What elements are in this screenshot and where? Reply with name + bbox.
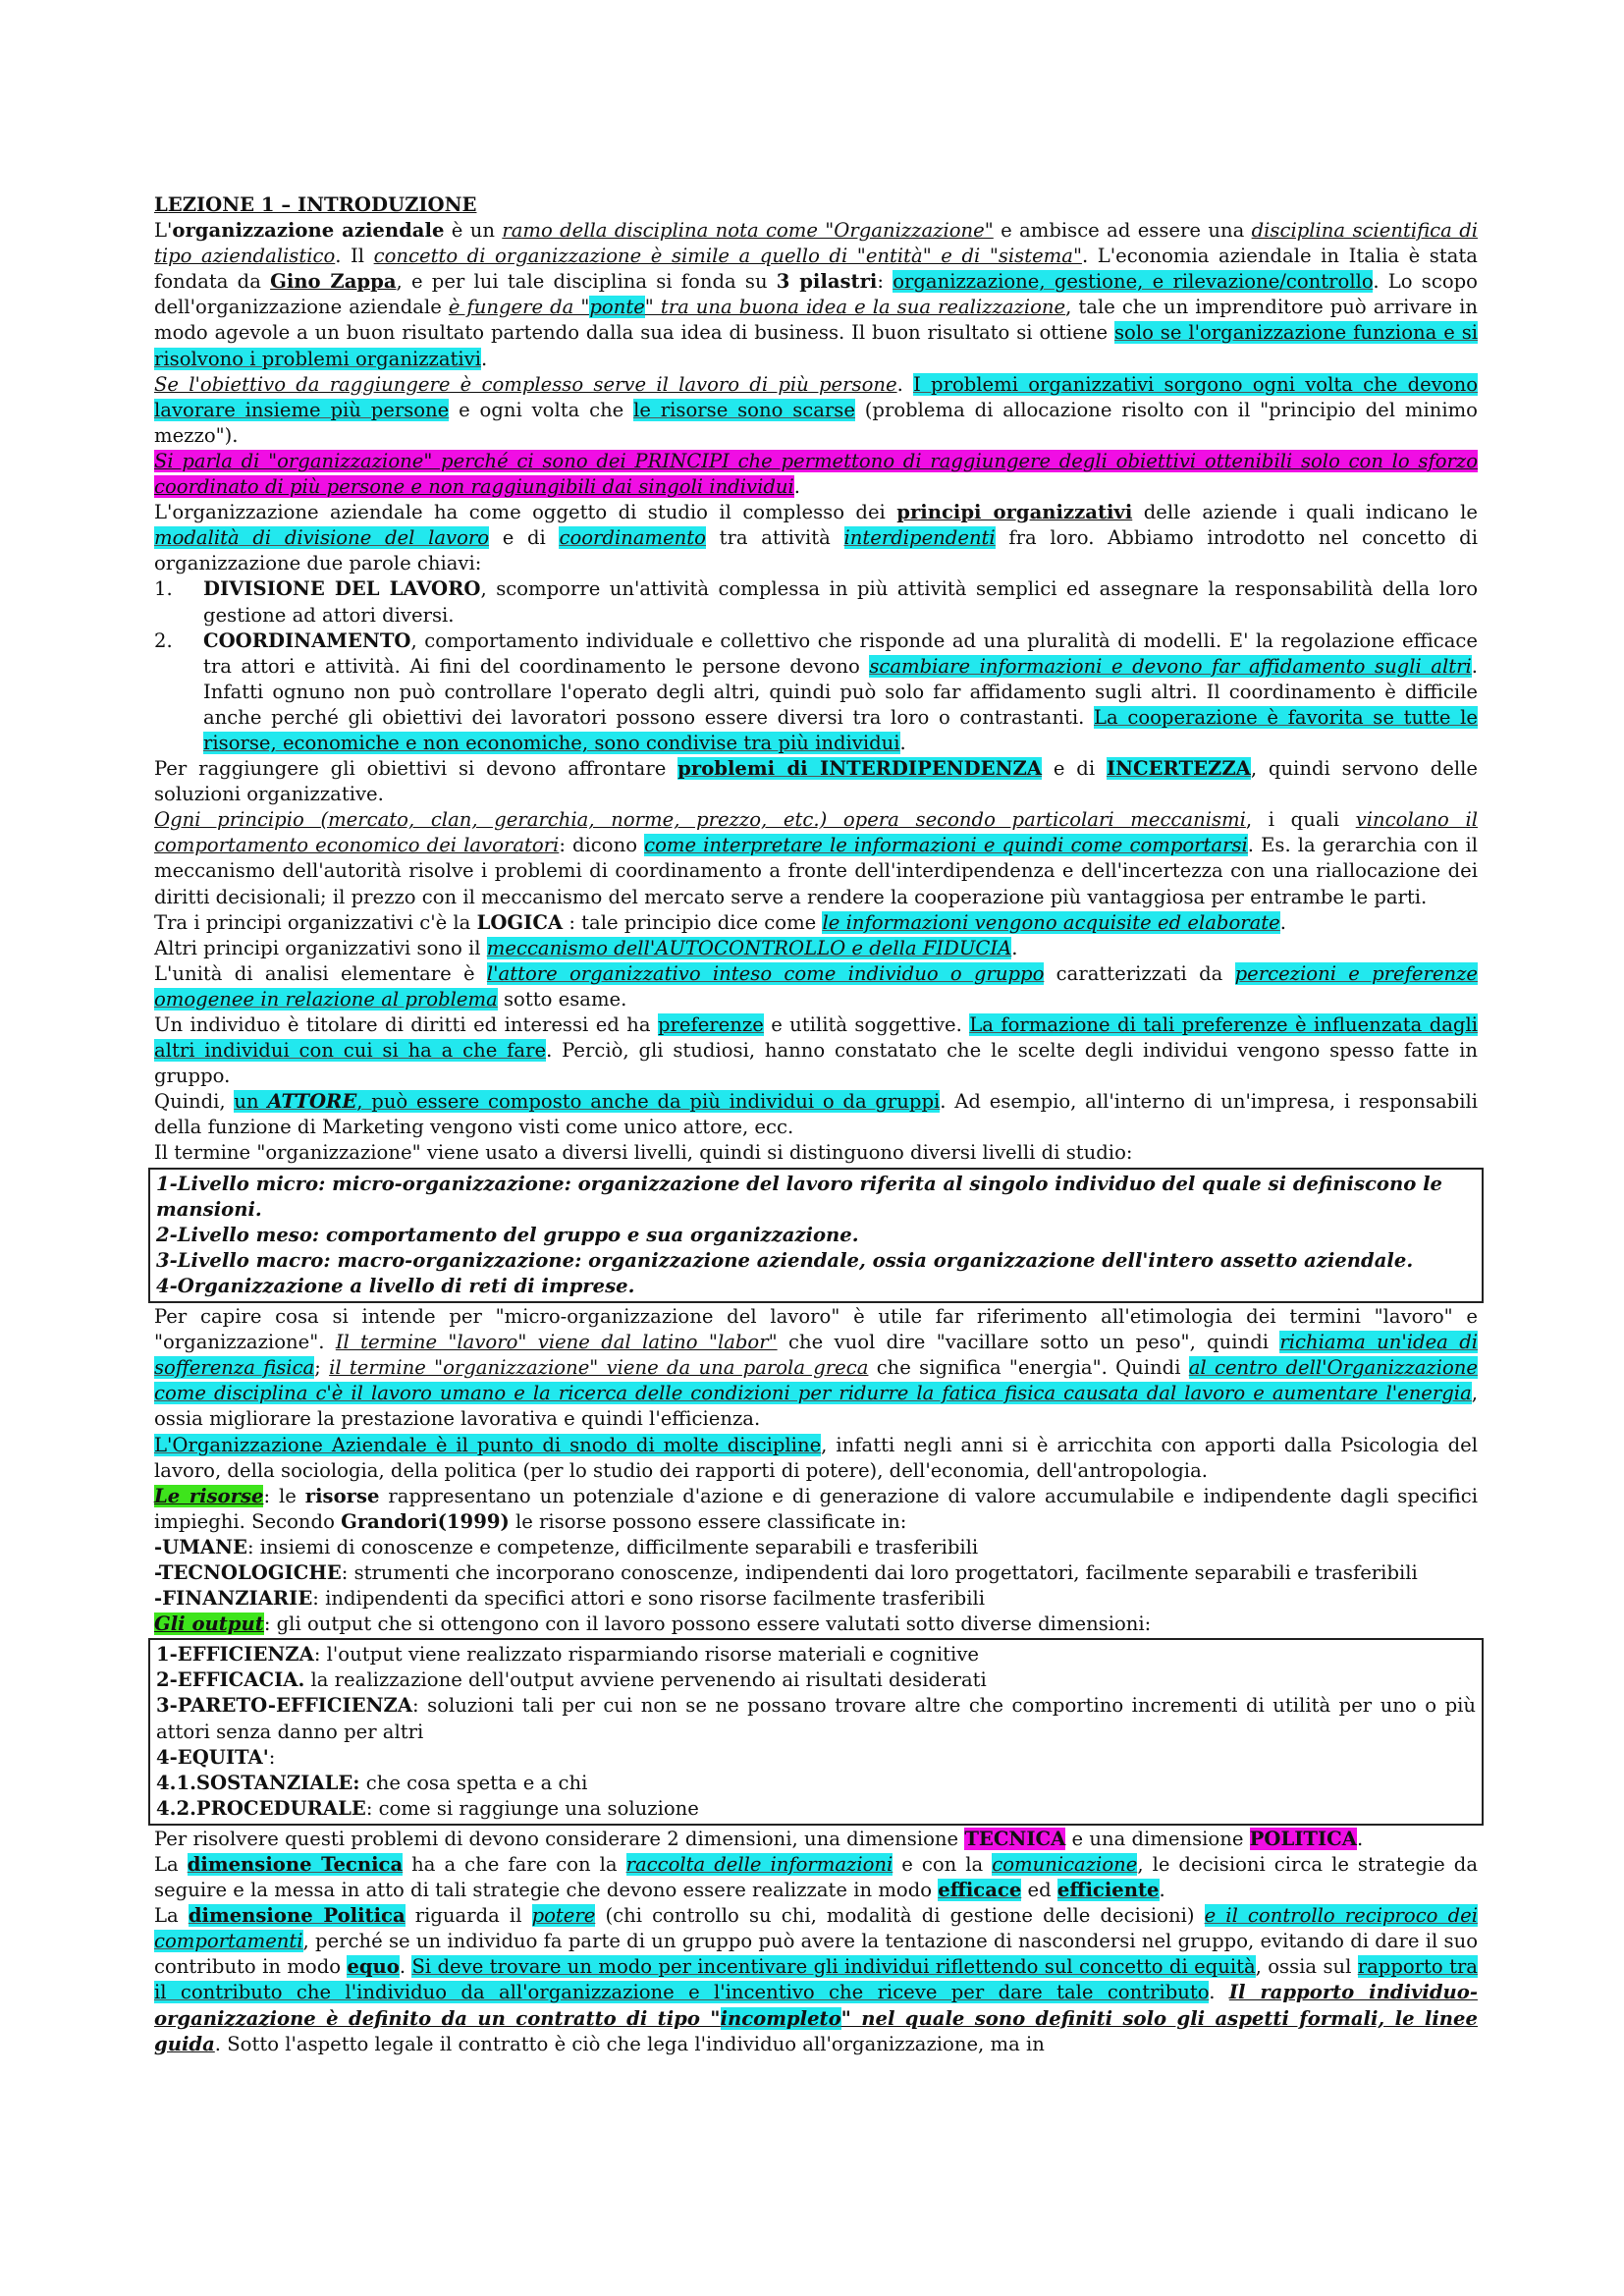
list-item-division: 1. DIVISIONE DEL LAVORO, scomporre un'attività complessa in più attività semplici ed assegnare la responsabilità della loro gestione ad attori diversi.	[154, 577, 1478, 627]
highlight: richiama un'idea di sofferenza fisica	[154, 1331, 1479, 1380]
highlight: I problemi organizzativi sorgono ogni volta che devono lavorare insieme più persone	[154, 372, 1478, 421]
highlight: Si deve trovare un modo per incentivare gli individui riflettendo sul concetto di equità	[411, 1955, 1256, 1979]
highlight: solo se l'organizzazione funziona e si risolvono i problemi organizzativi	[154, 321, 1479, 370]
highlight: INCERTEZZA	[1106, 757, 1251, 781]
highlight: dimensione Politica	[188, 1904, 406, 1928]
resource-technological: -TECNOLOGICHE: strumenti che incorporano conoscenze, indipendenti dai loro progettatori, facilmente separabili e trasferibili	[154, 1560, 1418, 1584]
paragraph-individual: Un individuo è titolare di diritti ed interessi ed ha preferenze e utilità soggettive. La formazione di tali preferenze è influenzata dagli altri individui con cui si ha a che fare. Perciò, gli studiosi, hanno constatato che le scelte degli individui vengono spesso fatte in gruppo.	[154, 1013, 1478, 1088]
highlight: interdipendenti	[843, 526, 996, 550]
highlight: le informazioni vengono acquisite ed elaborate	[822, 910, 1280, 934]
highlight: efficace	[938, 1879, 1022, 1902]
highlight: La formazione di tali preferenze è influenzata dagli altri individui con cui si ha a che fare	[154, 1013, 1478, 1063]
highlight: dimensione Tecnica	[187, 1853, 404, 1876]
paragraph-disciplines: L'Organizzazione Aziendale è il punto di snodo di molte discipline, infatti negli anni si è arricchita con apporti dalla Psicologia del lavoro, della sociologia, della politica (per lo studio dei rapporti di potere), dell'economia, dell'antropologia.	[154, 1433, 1478, 1482]
document-page	[154, 192, 1478, 2057]
output-item: 4-EQUITA':	[156, 1745, 276, 1769]
paragraph-technical-dimension: La dimensione Tecnica ha a che fare con la raccolta delle informazioni e con la comunicazione, le decisioni circa le strategie da seguire e la messa in atto di tali strategie che devono essere realizzate in modo efficace ed efficiente.	[154, 1853, 1478, 1902]
resource-human: -UMANE: insiemi di conoscenze e competenze, difficilmente separabili e trasferibili	[154, 1535, 979, 1558]
paragraph-resources: Le risorse: le risorse rappresentano un potenziale d'azione e di generazione di valore accumulabile e indipendente dagli specifici impieghi. Secondo Grandori(1999) le risorse possono essere classificate in:	[154, 1484, 1479, 1533]
paragraph-levels-intro: Il termine "organizzazione" viene usato a diversi livelli, quindi si distinguono diversi livelli di studio:	[154, 1141, 1133, 1165]
highlight: modalità di divisione del lavoro	[154, 526, 490, 550]
paragraph-political-dimension: La dimensione Politica riguarda il potere (chi controllo su chi, modalità di gestione delle decisioni) e il controllo reciproco dei comportamenti, perché se un individuo fa parte di un gruppo può avere la tentazione di nascondersi nel gruppo, evitando di dare il suo contributo in modo equo. Si deve trovare un modo per incentivare gli individui riflettendo sul concetto di equità, ossia sul rapporto tra il contributo che l'individuo da all'organizzazione e l'incentivo che riceve per dare tale contributo. Il rapporto individuo-organizzazione è definito da un contratto di tipo "incompleto" nel quale sono definiti solo gli aspetti formali, le linee guida. Sotto l'aspetto legale il contratto è ciò che lega l'individuo all'organizzazione, ma in	[154, 1904, 1478, 2055]
highlight: incompleto	[720, 2006, 841, 2030]
paragraph-logic: Tra i principi organizzativi c'è la LOGICA : tale principio dice come le informazioni vengono acquisite ed elaborate.	[154, 910, 1287, 934]
paragraph-mechanisms: Ogni principio (mercato, clan, gerarchia, norme, prezzo, etc.) opera secondo particolari meccanismi, i quali vincolano il comportamento economico dei lavoratori: dicono come interpretare le informazioni e quindi come comportarsi. Es. la gerarchia con il meccanismo dell'autorità risolve i problemi di coordinamento a fronte dell'interdipendenza e dell'incertezza con una riallocazione dei diritti decisionali; il prezzo con il meccanismo del mercato serve a rendere la cooperazione più vantaggiosa per entrambe le parti.	[154, 808, 1479, 908]
highlight: percezioni e preferenze omogenee in relazione al problema	[154, 961, 1478, 1011]
paragraph-self-control: Altri principi organizzativi sono il meccanismo dell'AUTOCONTROLLO e della FIDUCIA.	[154, 936, 1018, 959]
highlight: come interpretare le informazioni e quindi come comportarsi	[644, 834, 1248, 857]
highlight: efficiente	[1056, 1879, 1160, 1902]
highlight: al centro dell'Organizzazione come disciplina c'è il lavoro umano e la ricerca delle condizioni per ridurre la fatica fisica causata dal lavoro e aumentare l'energia	[154, 1356, 1478, 1405]
paragraph-etymology: Per capire cosa si intende per "micro-organizzazione del lavoro" è utile far riferimento all'etimologia dei termini "lavoro" e "organizzazione". Il termine "lavoro" viene dal latino "labor" che vuol dire "vacillare sotto un peso", quindi richiama un'idea di sofferenza fisica; il termine "organizzazione" viene da una parola greca che significa "energia". Quindi al centro dell'Organizzazione come disciplina c'è il lavoro umano e la ricerca delle condizioni per ridurre la fatica fisica causata dal lavoro e aumentare l'energia, ossia migliorare la prestazione lavorativa e quindi l'efficienza.	[154, 1305, 1479, 1431]
highlight: rapporto tra il contributo che l'individuo da all'organizzazione e l'incentivo che riceve per dare tale contributo	[154, 1955, 1478, 2004]
highlight: le risorse sono scarse	[633, 398, 855, 421]
paragraph-objective: Se l'obiettivo da raggiungere è complesso serve il lavoro di più persone. I problemi organizzativi sorgono ogni volta che devono lavorare insieme più persone e ogni volta che le risorse sono scarse (problema di allocazione risolto con il "principio del minimo mezzo").	[154, 372, 1478, 447]
paragraph-actor: Quindi, un ATTORE, può essere composto anche da più individui o da gruppi. Ad esempio, all'interno di un'impresa, i responsabili della funzione di Marketing vengono visti come unico attore, ecc.	[154, 1090, 1479, 1139]
paragraph-problems: Per raggiungere gli obiettivi si devono affrontare problemi di INTERDIPENDENZA e di INCERTEZZA, quindi servono delle soluzioni organizzative.	[154, 757, 1479, 806]
levels-box	[148, 1168, 1484, 1303]
highlight: un ATTORE, può essere composto anche da più individui o da gruppi	[234, 1090, 941, 1114]
paragraph-outputs: Gli output: gli output che si ottengono con il lavoro possono essere valutati sotto diverse dimensioni:	[154, 1613, 1152, 1636]
output-dimensions-box	[148, 1638, 1484, 1826]
highlight: raccolta delle informazioni	[625, 1853, 893, 1876]
highlight: comunicazione	[992, 1853, 1138, 1876]
level-item: 3-Livello macro: macro-organizzazione: organizzazione aziendale, ossia organizzazione dell'intero assetto aziendale.	[156, 1248, 1414, 1272]
highlight: TECNICA	[964, 1827, 1066, 1850]
paragraph-unit-of-analysis: L'unità di analisi elementare è l'attore organizzativo inteso come individuo o gruppo caratterizzati da percezioni e preferenze omogenee in relazione al problema sotto esame.	[154, 961, 1478, 1011]
highlight: l'attore organizzativo inteso come individuo o gruppo	[486, 961, 1045, 985]
list-item-coordination: 2. COORDINAMENTO, comportamento individuale e collettivo che risponde ad una pluralità di modelli. E' la regolazione efficace tra attori e attività. Ai fini del coordinamento le persone devono scambiare informazioni e devono far affidamento sugli altri. Infatti ognuno non può controllare l'operato degli altri, quindi può solo far affidamento sugli altri. Il coordinamento è difficile anche perché gli obiettivi dei lavoratori possono essere diversi tra loro o contrastanti. La cooperazione è favorita se tutte le risorse, economiche e non economiche, sono condivise tra più individui.	[154, 629, 1478, 754]
highlight: equo	[347, 1955, 400, 1979]
resource-financial: -FINANZIARIE: indipendenti da specifici attori e sono risorse facilmente trasferibili	[154, 1587, 985, 1611]
paragraph-principles-highlight: Si parla di "organizzazione" perché ci sono dei PRINCIPI che permettono di raggiungere degli obiettivi ottenibili solo con lo sforzo coordinato di più persone e non raggiungibili dai singoli individui.	[154, 449, 1478, 499]
output-item: 4.2.PROCEDURALE: come si raggiunge una soluzione	[156, 1796, 699, 1820]
highlight: Gli output	[154, 1613, 264, 1636]
level-item: 1-Livello micro: micro-organizzazione: organizzazione del lavoro riferita al singolo individuo del quale si definiscono le mansioni.	[156, 1172, 1443, 1221]
highlight: coordinamento	[559, 526, 706, 550]
paragraph-organizational-principles: L'organizzazione aziendale ha come oggetto di studio il complesso dei principi organizzativi delle aziende i quali indicano le modalità di divisione del lavoro e di coordinamento tra attività interdipendenti fra loro. Abbiamo introdotto nel concetto di organizzazione due parole chiavi:	[154, 501, 1478, 575]
output-item: 4.1.SOSTANZIALE: che cosa spetta e a chi	[156, 1771, 588, 1794]
highlight: meccanismo dell'AUTOCONTROLLO e della FIDUCIA	[486, 936, 1012, 959]
output-item: 2-EFFICACIA. la realizzazione dell'output avviene pervenendo ai risultati desiderati	[156, 1668, 987, 1692]
highlight: scambiare informazioni e devono far affidamento sugli altri	[869, 654, 1472, 678]
highlight: Le risorse	[154, 1484, 264, 1507]
highlight: L'Organizzazione Aziendale è il punto di snodo di molte discipline	[154, 1433, 822, 1456]
level-item: 2-Livello meso: comportamento del gruppo e sua organizzazione.	[156, 1223, 859, 1246]
highlight: problemi di INTERDIPENDENZA	[677, 757, 1043, 781]
highlight: La cooperazione è favorita se tutte le risorse, economiche e non economiche, sono condivise tra più individui	[203, 705, 1478, 754]
highlight: ponte	[589, 296, 645, 319]
output-item: 3-PARETO-EFFICIENZA: soluzioni tali per cui non se ne possano trovare altre che comportino incrementi di utilità per uno o più attori senza danno per altri	[156, 1694, 1476, 1743]
highlight: POLITICA	[1249, 1827, 1357, 1850]
highlight: e il controllo reciproco dei comportamenti	[154, 1904, 1478, 1953]
highlight: Si parla di "organizzazione" perché ci sono dei PRINCIPI che permettono di raggiungere degli obiettivi ottenibili solo con lo sforzo coordinato di più persone e non raggiungibili dai singoli individui	[154, 449, 1478, 499]
highlight: organizzazione, gestione, e rilevazione/controllo	[893, 270, 1374, 294]
output-item: 1-EFFICIENZA: l'output viene realizzato risparmiando risorse materiali e cognitive	[156, 1643, 979, 1667]
paragraph-intro: L'organizzazione aziendale è un ramo della disciplina nota come "Organizzazione" e ambisce ad essere una disciplina scientifica di tipo aziendalistico. Il concetto di organizzazione è simile a quello di "entità" e di "sistema". L'economia aziendale in Italia è stata fondata da Gino Zappa, e per lui tale disciplina si fonda su 3 pilastri: organizzazione, gestione, e rilevazione/controllo. Lo scopo dell'organizzazione aziendale è fungere da "ponte" tra una buona idea e la sua realizzazione, tale che un imprenditore può arrivare in modo agevole a un buon risultato partendo dalla sua idea di business. Il buon risultato si ottiene solo se l'organizzazione funziona e si risolvono i problemi organizzativi.	[154, 219, 1479, 370]
highlight: potere	[531, 1904, 596, 1928]
lesson-title: LEZIONE 1 – INTRODUZIONE	[154, 193, 477, 216]
highlight: preferenze	[657, 1013, 764, 1036]
level-item: 4-Organizzazione a livello di reti di imprese.	[156, 1274, 635, 1297]
paragraph-dimensions: Per risolvere questi problemi di devono considerare 2 dimensioni, una dimensione TECNICA e una dimensione POLITICA.	[154, 1827, 1364, 1850]
